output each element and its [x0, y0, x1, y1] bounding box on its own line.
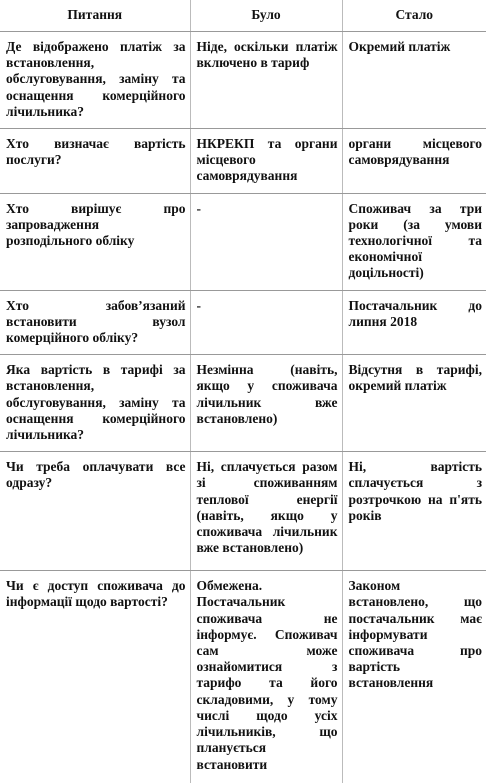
cell-question: Чи треба оплачувати все одразу? — [0, 452, 190, 571]
table-row — [0, 452, 486, 571]
cell-after: Відсутня в тарифі, окремий платіж — [342, 355, 486, 452]
cell-after: Законом встановлено, що постачальник має інформувати споживача про вартість встановлення — [348, 578, 482, 691]
cell-after: Споживач за три роки (за умови технологічної та економічної доцільності) — [342, 193, 486, 290]
cell-before: Ні, сплачується разом зі споживанням теплової енергії (навіть, якщо у споживача лічильник вже встановлено) — [190, 452, 342, 571]
cell-question: Де відображено платіж за встановлення, обслуговування, заміну та оснащення комерційного лічильника? — [0, 32, 190, 129]
table-header-row — [0, 0, 486, 32]
header-after: Стало — [342, 0, 486, 32]
table-row — [0, 32, 486, 129]
cell-question: Яка вартість в тарифі за встановлення, обслуговування, заміну та оснащення комерційного лічильника? — [0, 355, 190, 452]
cell-before: - — [190, 193, 342, 290]
cell-before: НКРЕКП та органи місцевого самоврядування — [190, 129, 342, 194]
cell-before: Незмінна (навіть, якщо у споживача лічильник вже встановлено) — [190, 355, 342, 452]
table-row — [0, 355, 486, 452]
table-row — [0, 571, 486, 783]
cell-after: органи місцевого самоврядування — [342, 129, 486, 194]
cell-question: Хто визначає вартість послуги? — [0, 129, 190, 194]
cell-before: Обмежена. Постачальник споживача не інформує. Споживач сам може ознайомитися з тарифо та його складовими, у тому числі щодо усіх лічильників, що планується встановити — [190, 571, 342, 783]
cell-question: Хто вирішує про запровадження розподільного обліку — [0, 193, 190, 290]
cell-before: Ніде, оскільки платіж включено в тариф — [190, 32, 342, 129]
cell-after: Постачальник до липня 2018 — [342, 290, 486, 355]
table-row — [0, 193, 486, 290]
cell-question: Чи є доступ споживача до інформації щодо вартості? — [0, 571, 190, 783]
cell-after: Ні, вартість сплачується з розтрочкою на п'ять років — [342, 452, 486, 571]
cell-before: - — [190, 290, 342, 355]
header-before: Було — [190, 0, 342, 32]
header-question: Питання — [0, 0, 190, 32]
table-row — [0, 290, 486, 355]
table-row — [0, 129, 486, 194]
cell-after: Окремий платіж — [342, 32, 486, 129]
cell-question: Хто забов’язаний встановити вузол комерційного обліку? — [0, 290, 190, 355]
